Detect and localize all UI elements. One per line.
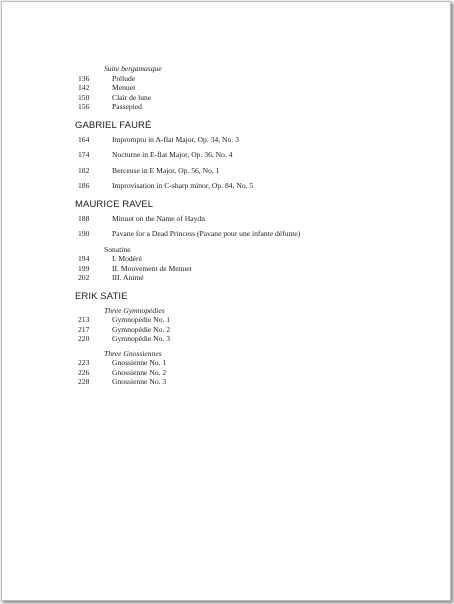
- piece-title: Impromptu in A-flat Major, Op. 34, No. 3: [112, 134, 239, 144]
- page-number: 213: [78, 315, 90, 324]
- page-number: 174: [78, 150, 90, 159]
- toc-entry[interactable]: [76, 254, 416, 264]
- page-number: 164: [78, 134, 90, 144]
- toc-entry[interactable]: [76, 83, 416, 93]
- page-number: 199: [78, 263, 90, 273]
- page-number: 150: [78, 92, 90, 102]
- piece-title: Improvisation in C-sharp minor, Op. 84, No. 5: [112, 181, 254, 190]
- toc-entry[interactable]: [76, 377, 416, 387]
- toc-entry[interactable]: [76, 358, 416, 368]
- piece-title: Prélude: [112, 73, 136, 83]
- toc-entry[interactable]: [76, 368, 416, 378]
- toc-entry[interactable]: [76, 102, 416, 112]
- piece-title: Nocturne in E-flat Major, Op. 36, No. 4: [112, 150, 233, 159]
- toc-entry[interactable]: [76, 181, 416, 191]
- page-number: 220: [78, 334, 90, 343]
- piece-title: Gnossienne No. 3: [112, 377, 167, 386]
- piece-title: Gymnopédie No. 2: [112, 324, 170, 334]
- piece-title: Gymnopédie No. 3: [112, 334, 170, 343]
- piece-title: Pavane for a Dead Princess (Pavane pour une infante défunte): [112, 229, 301, 238]
- composer-heading-faure: GABRIEL FAURÉ: [75, 119, 152, 131]
- group-title-gymnopedies: Three Gymnopédies: [104, 305, 165, 315]
- page-number: 228: [78, 377, 90, 386]
- toc-entry[interactable]: [76, 273, 416, 283]
- piece-title: Gnossienne No. 2: [112, 367, 167, 377]
- document-page: [1, 1, 451, 601]
- toc-entry[interactable]: [76, 214, 416, 224]
- toc-entry[interactable]: [76, 264, 416, 274]
- composer-heading-satie: ERIK SATIE: [75, 290, 128, 302]
- page-number: 156: [78, 102, 90, 111]
- toc-entry[interactable]: [76, 315, 416, 325]
- toc-entry[interactable]: [76, 166, 416, 176]
- table-of-contents: [76, 64, 416, 387]
- toc-entry[interactable]: [76, 93, 416, 103]
- page-number: 142: [78, 83, 90, 92]
- page-number: 136: [78, 73, 90, 83]
- group-title-gnossiennes: Three Gnossiennes: [104, 348, 162, 358]
- piece-title: Minuet on the Name of Haydn: [112, 213, 206, 223]
- piece-title: Gnossienne No. 1: [112, 358, 167, 367]
- piece-title: I. Modéré: [112, 254, 142, 263]
- page-number: 217: [78, 324, 90, 334]
- toc-entry[interactable]: [76, 74, 416, 84]
- piece-title: Passepied: [112, 102, 142, 111]
- piece-title: Clair de lune: [112, 92, 152, 102]
- page-number: 226: [78, 367, 90, 377]
- composer-heading-ravel: MAURICE RAVEL: [75, 198, 154, 210]
- toc-entry[interactable]: [76, 334, 416, 344]
- page-number: 182: [78, 165, 90, 175]
- piece-title: Menuet: [112, 83, 136, 92]
- page-number: 223: [78, 358, 90, 367]
- page-number: 188: [78, 213, 90, 223]
- page-number: 202: [78, 273, 90, 282]
- group-title-sonatine: Sonatine: [104, 244, 131, 254]
- toc-entry[interactable]: [76, 150, 416, 160]
- page-number: 190: [78, 229, 90, 238]
- piece-title: II. Mouvement de Menuet: [112, 263, 192, 273]
- piece-title: Gymnopédie No. 1: [112, 315, 170, 324]
- toc-entry[interactable]: [76, 229, 416, 239]
- page-number: 194: [78, 254, 90, 263]
- piece-title: III. Animé: [112, 273, 144, 282]
- piece-title: Berceuse in E Major, Op. 56, No. 1: [112, 165, 220, 175]
- toc-entry[interactable]: [76, 135, 416, 145]
- group-title-suite-bergamasque: Suite bergamasque: [104, 64, 162, 73]
- toc-entry[interactable]: [76, 325, 416, 335]
- page-number: 186: [78, 181, 90, 190]
